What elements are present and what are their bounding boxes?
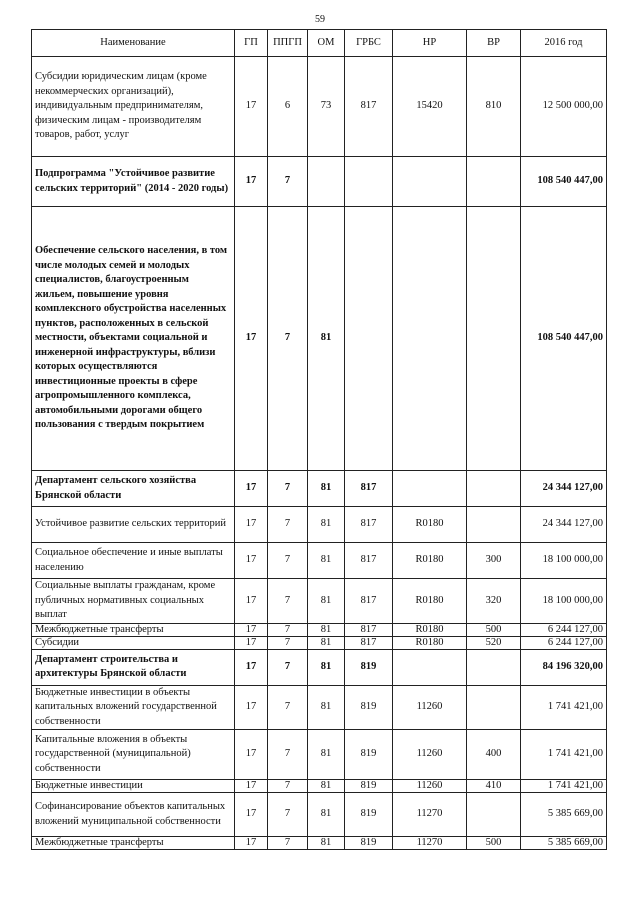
cell-amount: 6 244 127,00: [521, 623, 607, 636]
cell-nr: [393, 207, 467, 471]
cell-name: Субсидии: [32, 636, 235, 649]
cell-grbs: 817: [345, 579, 393, 624]
header-vr: ВР: [467, 30, 521, 57]
table-row: [32, 57, 607, 157]
cell-amount: 12 500 000,00: [521, 57, 607, 157]
cell-amount: 1 741 421,00: [521, 780, 607, 793]
cell-amount: 5 385 669,00: [521, 837, 607, 850]
cell-ppgp: 7: [268, 685, 308, 730]
table-row: [32, 157, 607, 207]
cell-vr: 400: [467, 730, 521, 780]
cell-grbs: 817: [345, 636, 393, 649]
header-year: 2016 год: [521, 30, 607, 57]
cell-ppgp: 7: [268, 730, 308, 780]
cell-gp: 17: [235, 793, 268, 837]
cell-amount: 108 540 447,00: [521, 207, 607, 471]
header-ppgp: ППГП: [268, 30, 308, 57]
cell-amount: 24 344 127,00: [521, 507, 607, 543]
page-number: 59: [315, 14, 325, 25]
cell-name: Устойчивое развитие сельских территорий: [32, 507, 235, 543]
cell-gp: 17: [235, 623, 268, 636]
cell-om: 81: [308, 730, 345, 780]
cell-ppgp: 7: [268, 507, 308, 543]
table-row: [32, 579, 607, 624]
cell-vr: 500: [467, 623, 521, 636]
cell-gp: 17: [235, 685, 268, 730]
cell-nr: R0180: [393, 623, 467, 636]
cell-vr: 300: [467, 543, 521, 579]
cell-amount: 18 100 000,00: [521, 579, 607, 624]
cell-gp: 17: [235, 837, 268, 850]
cell-amount: 5 385 669,00: [521, 793, 607, 837]
cell-nr: [393, 157, 467, 207]
header-grbs: ГРБС: [345, 30, 393, 57]
table-row: [32, 837, 607, 850]
cell-ppgp: 7: [268, 207, 308, 471]
cell-grbs: 819: [345, 685, 393, 730]
cell-ppgp: 7: [268, 780, 308, 793]
cell-nr: 11270: [393, 837, 467, 850]
cell-om: 73: [308, 57, 345, 157]
cell-om: 81: [308, 685, 345, 730]
cell-nr: 11260: [393, 685, 467, 730]
cell-gp: 17: [235, 543, 268, 579]
table-row: [32, 471, 607, 507]
table-row: [32, 730, 607, 780]
cell-nr: 11260: [393, 730, 467, 780]
cell-grbs: 819: [345, 649, 393, 685]
cell-ppgp: 7: [268, 471, 308, 507]
cell-gp: 17: [235, 636, 268, 649]
table-row: [32, 649, 607, 685]
cell-amount: 18 100 000,00: [521, 543, 607, 579]
header-om: ОМ: [308, 30, 345, 57]
header-nr: НР: [393, 30, 467, 57]
cell-om: 81: [308, 837, 345, 850]
cell-om: 81: [308, 507, 345, 543]
cell-nr: R0180: [393, 507, 467, 543]
cell-grbs: 819: [345, 793, 393, 837]
cell-vr: 500: [467, 837, 521, 850]
cell-grbs: 817: [345, 57, 393, 157]
table-row: [32, 780, 607, 793]
cell-ppgp: 7: [268, 649, 308, 685]
cell-nr: 15420: [393, 57, 467, 157]
cell-amount: 6 244 127,00: [521, 636, 607, 649]
cell-nr: R0180: [393, 543, 467, 579]
cell-vr: [467, 685, 521, 730]
cell-om: 81: [308, 207, 345, 471]
cell-name: Межбюджетные трансферты: [32, 837, 235, 850]
cell-vr: [467, 507, 521, 543]
cell-vr: [467, 471, 521, 507]
cell-vr: [467, 649, 521, 685]
cell-grbs: 817: [345, 471, 393, 507]
table-row: [32, 207, 607, 471]
cell-vr: 320: [467, 579, 521, 624]
cell-grbs: 817: [345, 623, 393, 636]
cell-om: 81: [308, 780, 345, 793]
cell-name: Социальное обеспечение и иные выплаты населению: [32, 543, 235, 579]
cell-ppgp: 7: [268, 157, 308, 207]
cell-om: 81: [308, 649, 345, 685]
cell-name: Бюджетные инвестиции в объекты капитальных вложений государственной собственности: [32, 685, 235, 730]
cell-nr: R0180: [393, 636, 467, 649]
cell-gp: 17: [235, 730, 268, 780]
cell-nr: [393, 471, 467, 507]
cell-vr: [467, 793, 521, 837]
cell-name: Межбюджетные трансферты: [32, 623, 235, 636]
header-gp: ГП: [235, 30, 268, 57]
cell-om: 81: [308, 579, 345, 624]
cell-grbs: 819: [345, 730, 393, 780]
cell-vr: [467, 207, 521, 471]
cell-om: 81: [308, 636, 345, 649]
cell-ppgp: 6: [268, 57, 308, 157]
cell-name: Капитальные вложения в объекты государственной (муниципальной) собственности: [32, 730, 235, 780]
cell-grbs: 819: [345, 837, 393, 850]
cell-amount: 84 196 320,00: [521, 649, 607, 685]
budget-table: [31, 29, 607, 850]
cell-ppgp: 7: [268, 793, 308, 837]
header-name: Наименование: [32, 30, 235, 57]
cell-om: 81: [308, 793, 345, 837]
cell-name: Софинансирование объектов капитальных вложений муниципальной собственности: [32, 793, 235, 837]
table-header-row: [32, 30, 607, 57]
cell-gp: 17: [235, 57, 268, 157]
cell-nr: [393, 649, 467, 685]
cell-name: Субсидии юридическим лицам (кроме некоммерческих организаций), индивидуальным предпринимателям, физическим лицам - производителям товаров, работ, услуг: [32, 57, 235, 157]
cell-vr: 810: [467, 57, 521, 157]
cell-amount: 1 741 421,00: [521, 685, 607, 730]
cell-amount: 108 540 447,00: [521, 157, 607, 207]
cell-name: Бюджетные инвестиции: [32, 780, 235, 793]
cell-om: [308, 157, 345, 207]
cell-om: 81: [308, 471, 345, 507]
table-row: [32, 623, 607, 636]
cell-gp: 17: [235, 579, 268, 624]
table-body: [32, 57, 607, 850]
cell-name: Подпрограмма "Устойчивое развитие сельских территорий" (2014 - 2020 годы): [32, 157, 235, 207]
cell-amount: 24 344 127,00: [521, 471, 607, 507]
cell-vr: [467, 157, 521, 207]
cell-name: Департамент строительства и архитектуры Брянской области: [32, 649, 235, 685]
cell-nr: 11270: [393, 793, 467, 837]
cell-grbs: [345, 207, 393, 471]
cell-grbs: 819: [345, 780, 393, 793]
cell-gp: 17: [235, 649, 268, 685]
cell-name: Департамент сельского хозяйства Брянской области: [32, 471, 235, 507]
cell-om: 81: [308, 543, 345, 579]
cell-ppgp: 7: [268, 623, 308, 636]
cell-name: Обеспечение сельского населения, в том числе молодых семей и молодых специалистов, благоустроенным жильем, повышение уровня комплексного обустройства населенных пунктов, расположенных в сельской местности, объектами социальной и инженерной инфраструктуры, вблизи которых осуществляются инвестиционные проекты в сфере агропромышленного комплекса, автомобильными дорогами общего пользования с твердым покрытием: [32, 207, 235, 471]
cell-amount: 1 741 421,00: [521, 730, 607, 780]
cell-nr: R0180: [393, 579, 467, 624]
cell-ppgp: 7: [268, 543, 308, 579]
table-row: [32, 636, 607, 649]
cell-ppgp: 7: [268, 579, 308, 624]
table-row: [32, 793, 607, 837]
cell-gp: 17: [235, 207, 268, 471]
cell-ppgp: 7: [268, 636, 308, 649]
cell-nr: 11260: [393, 780, 467, 793]
table-row: [32, 507, 607, 543]
cell-vr: 410: [467, 780, 521, 793]
cell-gp: 17: [235, 780, 268, 793]
cell-grbs: 817: [345, 507, 393, 543]
cell-grbs: [345, 157, 393, 207]
cell-ppgp: 7: [268, 837, 308, 850]
table-row: [32, 543, 607, 579]
cell-grbs: 817: [345, 543, 393, 579]
cell-gp: 17: [235, 157, 268, 207]
cell-om: 81: [308, 623, 345, 636]
cell-name: Социальные выплаты гражданам, кроме публичных нормативных социальных выплат: [32, 579, 235, 624]
table-row: [32, 685, 607, 730]
cell-gp: 17: [235, 507, 268, 543]
cell-gp: 17: [235, 471, 268, 507]
cell-vr: 520: [467, 636, 521, 649]
